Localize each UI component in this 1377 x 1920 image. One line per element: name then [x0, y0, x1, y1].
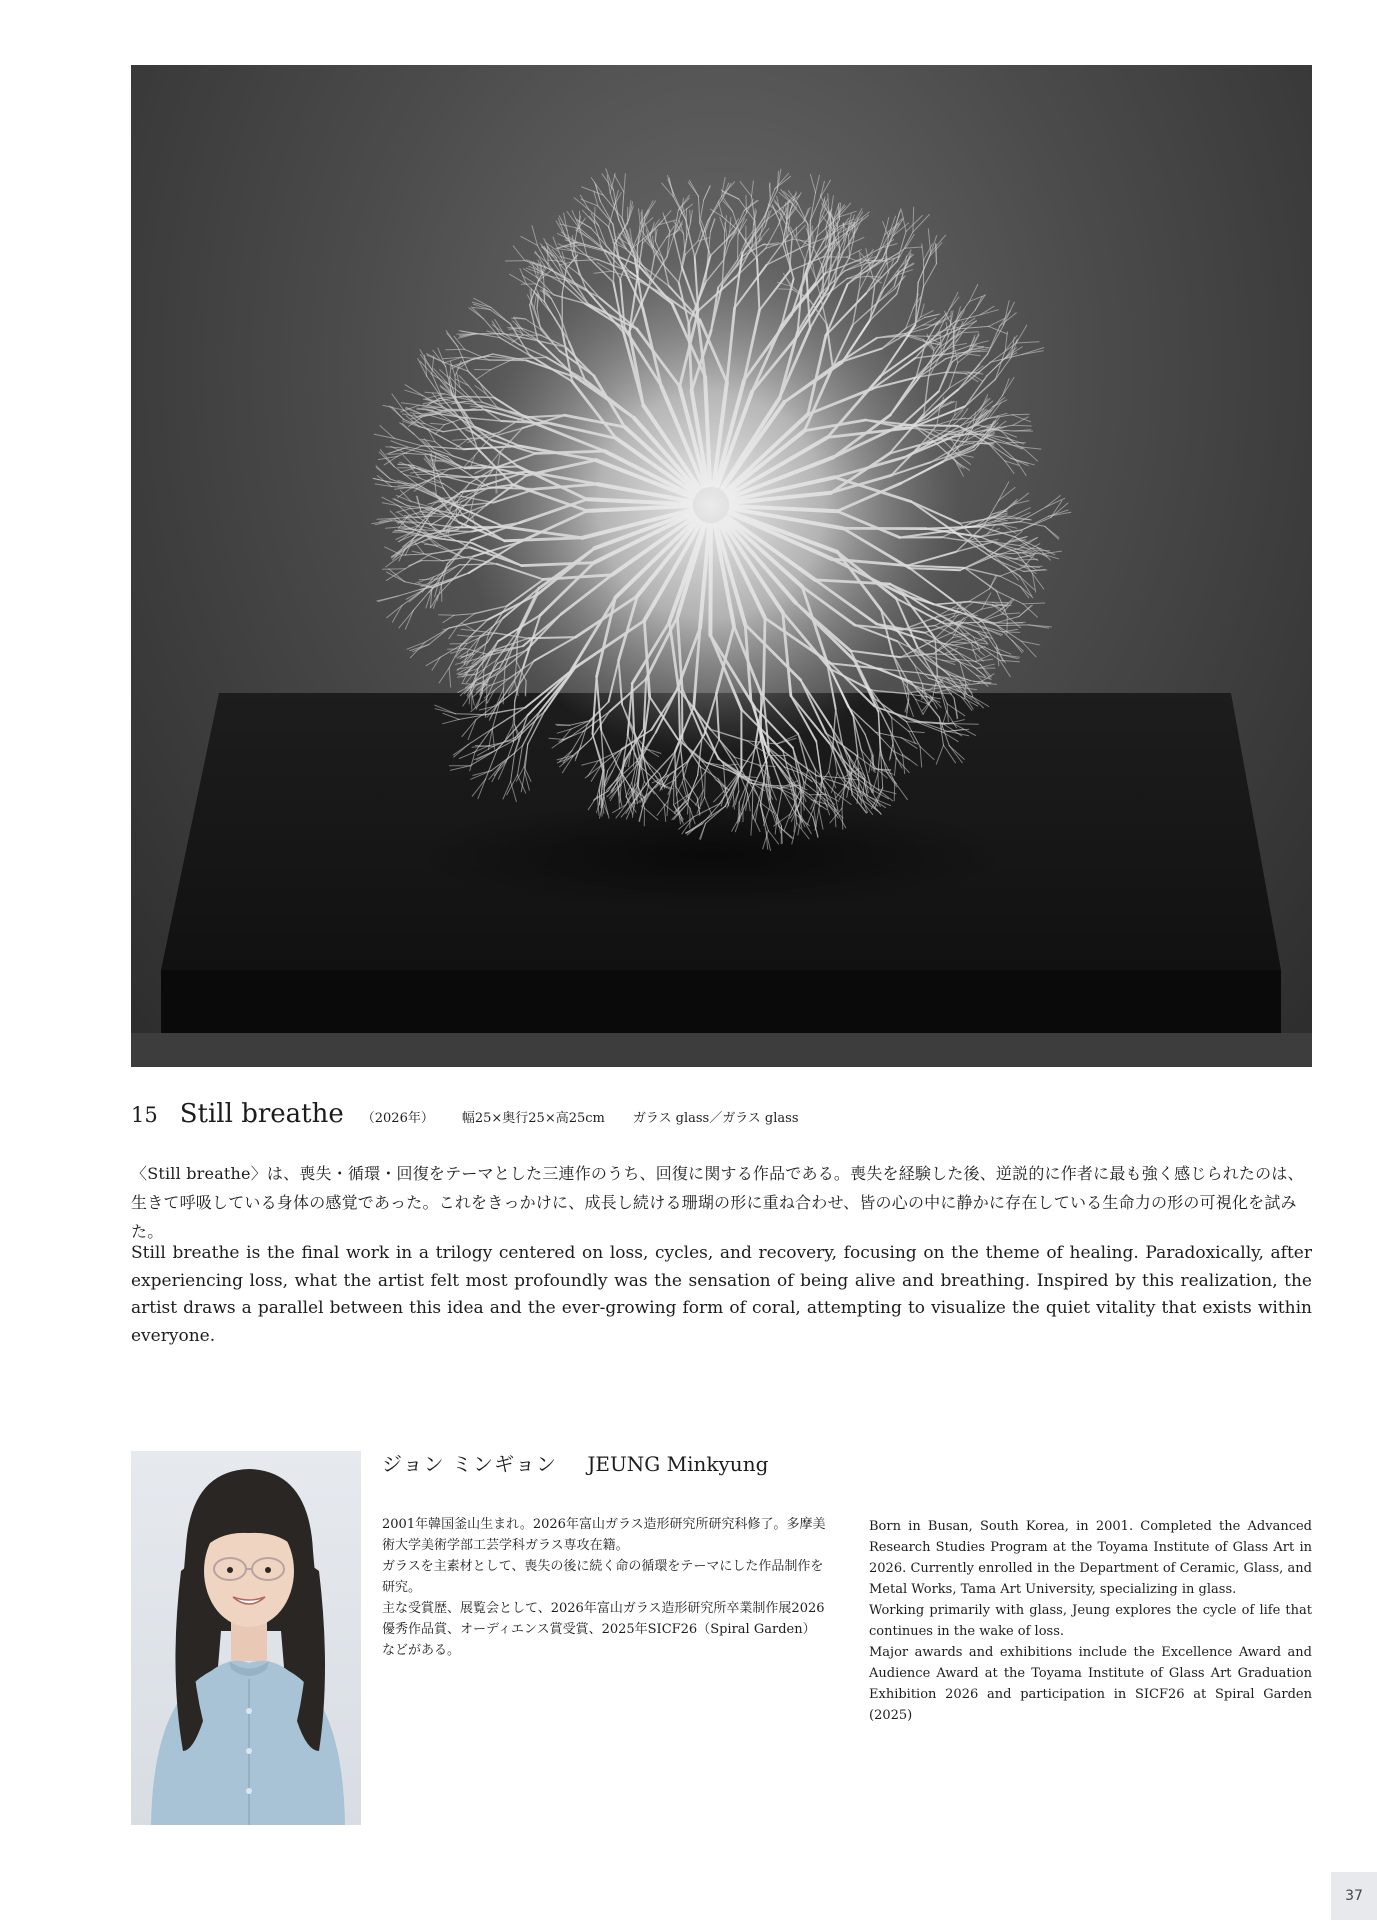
artist-name-japanese: ジョン ミンギョン: [382, 1452, 557, 1476]
page-number: 37: [1331, 1872, 1377, 1920]
bio-ja-paragraph: 主な受賞歴、展覧会として、2026年富山ガラス造形研究所卒業制作展2026 優秀作品賞、オーディエンス賞受賞、2025年SICF26（Spiral Garden）などがある。: [382, 1601, 825, 1658]
artist-name: [382, 1448, 768, 1477]
bio-en-paragraph: Working primarily with glass, Jeung explores the cycle of life that continues in the wake of loss.: [869, 1603, 1312, 1639]
artist-name-english: JEUNG Minkyung: [587, 1452, 769, 1476]
work-number: 15: [131, 1103, 158, 1127]
work-year: （2026年）: [361, 1111, 434, 1126]
bio-en-paragraph: Major awards and exhibitions include the Excellence Award and Audience Award at the Toyama Institute of Glass Art Graduation Exhibition 2026 and participation in SICF26 at Spiral Garden (2025): [869, 1645, 1312, 1723]
artwork-photo: [131, 65, 1312, 1067]
bio-ja-paragraph: 2001年韓国釜山生まれ。2026年富山ガラス造形研究所研究科修了。多摩美術大学美術学部工芸学科ガラス専攻在籍。: [382, 1517, 826, 1553]
artist-bio-english: [869, 1516, 1312, 1726]
artist-bio-japanese: [382, 1514, 827, 1661]
work-dimensions: 幅25×奥行25×高25cm: [461, 1111, 605, 1126]
work-caption: [131, 1099, 1312, 1135]
artist-portrait: [131, 1451, 361, 1825]
description-english: Still breathe is the final work in a trilogy centered on loss, cycles, and recovery, focusing on the theme of healing. Paradoxically, after experiencing loss, what the artist felt most profoundly was the sensation of being alive and breathing. Inspired by this realization, the artist draws a parallel between this idea and the ever-growing form of coral, attempting to visualize the quiet vitality that exists within everyone.: [131, 1243, 1312, 1346]
work-material: ガラス glass／ガラス glass: [632, 1111, 799, 1126]
bio-en-paragraph: Born in Busan, South Korea, in 2001. Completed the Advanced Research Studies Program at the Toyama Institute of Glass Art in 2026. Currently enrolled in the Department of Ceramic, Glass, and Metal Works, Tama Art University, specializing in glass.: [869, 1519, 1312, 1597]
description-japanese: 〈Still breathe〉は、喪失・循環・回復をテーマとした三連作のうち、回復に関する作品である。喪失を経験した後、逆説的に作者に最も強く感じられたのは、生きて呼吸している身体の感覚であった。これをきっかけに、成長し続ける珊瑚の形に重ね合わせ、皆の心の中に静かに存在している生命力の形の可視化を試みた。: [131, 1164, 1304, 1241]
work-title: Still breathe: [179, 1099, 344, 1129]
bio-ja-paragraph: ガラスを主素材として、喪失の後に続く命の循環をテーマにした作品制作を研究。: [382, 1559, 824, 1595]
display-base-front: [161, 970, 1281, 1033]
